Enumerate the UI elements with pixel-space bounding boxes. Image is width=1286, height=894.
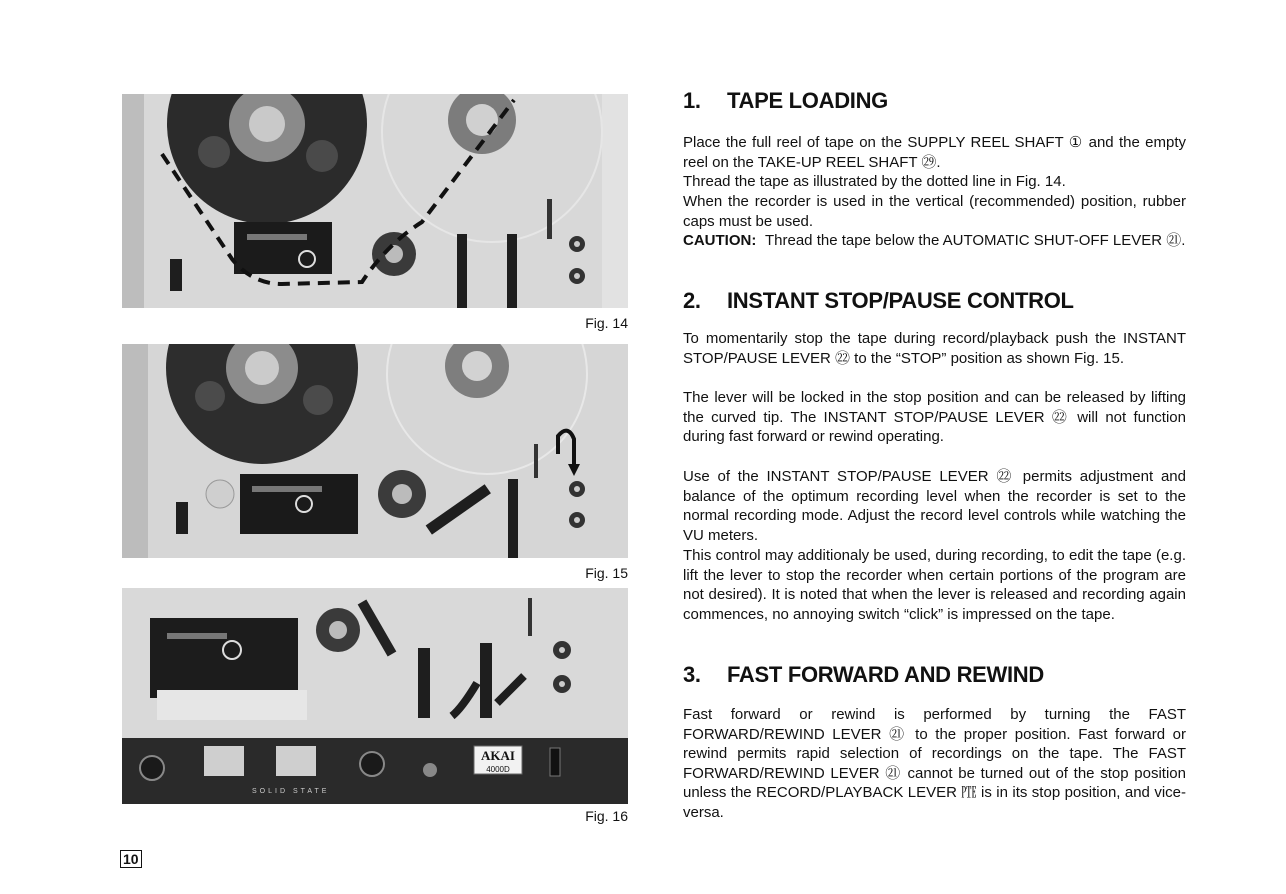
section-1-number: 1. bbox=[683, 88, 701, 113]
section-2-paragraph-1: To momentarily stop the tape during record/playback push the INSTANT STOP/PAUSE LEVER ㉒ to the “STOP” position as shown Fig. 15. bbox=[683, 330, 1186, 367]
section-2-paragraph-4: This control may additionaly be used, during recording, to edit the tape (e.g. lift the lever to stop the recorder when certain portions of the program are not desired). It is noted that when the lever is released and recording again commences, no annoying switch “click” is impressed on the tape. bbox=[683, 547, 1186, 623]
figure-14-photo bbox=[122, 94, 628, 308]
figure-16-caption: Fig. 16 bbox=[585, 808, 628, 824]
page-number: 10 bbox=[120, 850, 142, 868]
section-3-number: 3. bbox=[683, 662, 701, 687]
section-2-heading bbox=[683, 288, 1074, 314]
section-1-title: TAPE LOADING bbox=[727, 88, 888, 113]
figure-15-photo bbox=[122, 344, 628, 558]
section-2-paragraph-2: The lever will be locked in the stop position and can be released by lifting the curved tip. The INSTANT STOP/PAUSE LEVER ㉒ will not function during fast forward or rewind operating. bbox=[683, 389, 1186, 446]
section-3-title: FAST FORWARD AND REWIND bbox=[727, 662, 1044, 687]
section-1-paragraph-3: When the recorder is used in the vertical (recommended) position, rubber caps must be used. bbox=[683, 193, 1186, 230]
figure-15-caption: Fig. 15 bbox=[585, 565, 628, 581]
caution-label: CAUTION: bbox=[683, 232, 757, 249]
section-1-heading bbox=[683, 88, 888, 114]
section-3-paragraph-1: Fast forward or rewind is performed by turning the FAST FORWARD/REWIND LEVER ㉑ to the proper position. Fast forward or rewind permits rapid selection of recordings on the tape. The FAST FORWARD/REWIND LEVER ㉑ cannot be turned out of the stop position unless the RECORD/PLAYBACK LEVER ㉐ is in its stop position, and vice-versa. bbox=[683, 706, 1186, 821]
brand-logo-text: AKAI bbox=[481, 748, 515, 763]
figure-16-photo bbox=[122, 588, 628, 804]
section-3-heading bbox=[683, 662, 1044, 688]
caution-text: Thread the tape below the AUTOMATIC SHUT-OFF LEVER ㉑. bbox=[765, 232, 1186, 249]
section-1-paragraph-1: Place the full reel of tape on the SUPPLY REEL SHAFT ① and the empty reel on the TAKE-UP REEL SHAFT ㉙. bbox=[683, 134, 1186, 171]
section-2-number: 2. bbox=[683, 288, 701, 313]
section-2-title: INSTANT STOP/PAUSE CONTROL bbox=[727, 288, 1074, 313]
caution-note bbox=[683, 231, 1186, 251]
figure-14-caption: Fig. 14 bbox=[585, 315, 628, 331]
svg-text:SOLID STATE: SOLID STATE bbox=[252, 788, 330, 795]
section-2-paragraph-3: Use of the INSTANT STOP/PAUSE LEVER ㉒ permits adjustment and balance of the optimum recording level when the recorder is set to the normal recording mode. Adjust the record level controls while watching the VU meters. bbox=[683, 468, 1186, 544]
section-1-paragraph-2: Thread the tape as illustrated by the dotted line in Fig. 14. bbox=[683, 173, 1066, 190]
svg-text:4000D: 4000D bbox=[486, 765, 510, 774]
